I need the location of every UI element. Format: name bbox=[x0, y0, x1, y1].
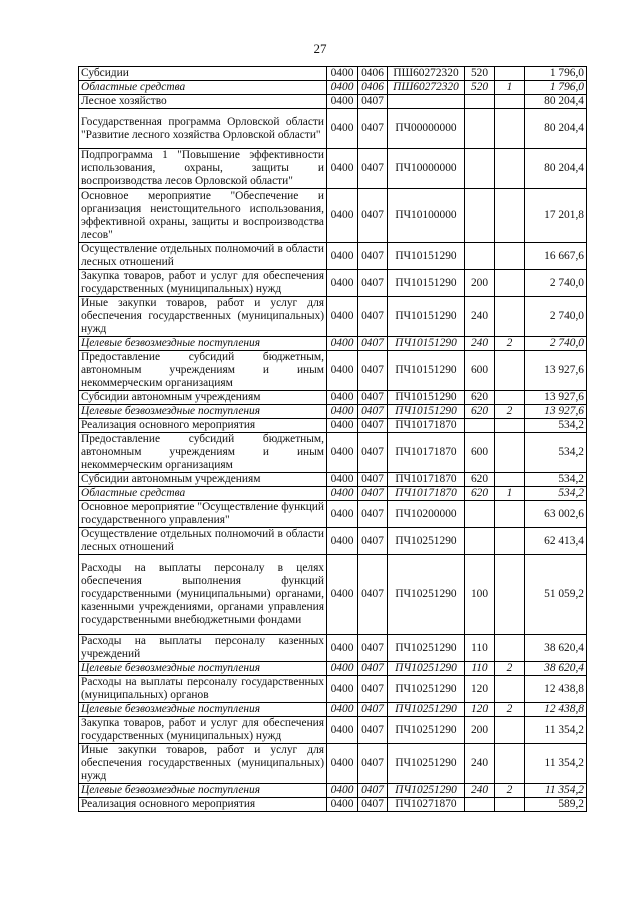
section-code: 0400 bbox=[327, 433, 358, 473]
amount: 16 667,6 bbox=[525, 243, 587, 270]
expense-type-code: 620 bbox=[465, 473, 495, 487]
subsection-code: 0407 bbox=[358, 528, 388, 555]
table-row bbox=[79, 391, 587, 405]
table-row bbox=[79, 487, 587, 501]
subsection-code: 0407 bbox=[358, 391, 388, 405]
page-number: 27 bbox=[313, 41, 327, 56]
expense-type-code: 240 bbox=[465, 297, 495, 337]
table-row bbox=[79, 717, 587, 744]
amount: 11 354,2 bbox=[525, 784, 587, 798]
row-name: Основное мероприятие "Осуществление функций государственного управления" bbox=[79, 501, 327, 528]
amount: 38 620,4 bbox=[525, 635, 587, 662]
funding-source-code bbox=[495, 149, 525, 189]
funding-source-code bbox=[495, 270, 525, 297]
funding-source-code bbox=[495, 717, 525, 744]
expense-type-code bbox=[465, 149, 495, 189]
section-code: 0400 bbox=[327, 784, 358, 798]
subsection-code: 0407 bbox=[358, 501, 388, 528]
expense-type-code: 100 bbox=[465, 555, 495, 635]
funding-source-code bbox=[495, 744, 525, 784]
funding-source-code bbox=[495, 189, 525, 243]
table-row bbox=[79, 433, 587, 473]
table-row bbox=[79, 351, 587, 391]
funding-source-code: 2 bbox=[495, 405, 525, 419]
expense-type-code: 240 bbox=[465, 744, 495, 784]
subsection-code: 0407 bbox=[358, 297, 388, 337]
row-name: Закупка товаров, работ и услуг для обеспечения государственных (муниципальных) нужд bbox=[79, 717, 327, 744]
row-name: Расходы на выплаты персоналу государственных (муниципальных) органов bbox=[79, 676, 327, 703]
section-code: 0400 bbox=[327, 473, 358, 487]
amount: 534,2 bbox=[525, 419, 587, 433]
amount: 11 354,2 bbox=[525, 717, 587, 744]
row-name: Иные закупки товаров, работ и услуг для обеспечения государственных (муниципальных) нужд bbox=[79, 297, 327, 337]
expense-type-code: 200 bbox=[465, 270, 495, 297]
section-code: 0400 bbox=[327, 351, 358, 391]
target-article-code: ПЧ10171870 bbox=[388, 433, 465, 473]
funding-source-code: 1 bbox=[495, 487, 525, 501]
expense-type-code bbox=[465, 419, 495, 433]
subsection-code: 0407 bbox=[358, 243, 388, 270]
section-code: 0400 bbox=[327, 391, 358, 405]
target-article-code: ПШ60272320 bbox=[388, 67, 465, 81]
target-article-code: ПЧ10151290 bbox=[388, 391, 465, 405]
subsection-code: 0407 bbox=[358, 337, 388, 351]
section-code: 0400 bbox=[327, 419, 358, 433]
table-row bbox=[79, 67, 587, 81]
subsection-code: 0407 bbox=[358, 635, 388, 662]
subsection-code: 0406 bbox=[358, 67, 388, 81]
target-article-code: ПЧ00000000 bbox=[388, 109, 465, 149]
amount: 80 204,4 bbox=[525, 109, 587, 149]
row-name: Расходы на выплаты персоналу в целях обеспечения выполнения функций государственными (муниципальными) органами, казенными учреждениями, органами управления государственными внебюджетными фондами bbox=[79, 555, 327, 635]
row-name: Реализация основного мероприятия bbox=[79, 798, 327, 812]
funding-source-code bbox=[495, 676, 525, 703]
table-row bbox=[79, 798, 587, 812]
section-code: 0400 bbox=[327, 744, 358, 784]
target-article-code: ПЧ10151290 bbox=[388, 270, 465, 297]
table-row bbox=[79, 419, 587, 433]
target-article-code: ПЧ10151290 bbox=[388, 405, 465, 419]
subsection-code: 0407 bbox=[358, 149, 388, 189]
funding-source-code bbox=[495, 433, 525, 473]
section-code: 0400 bbox=[327, 270, 358, 297]
target-article-code: ПЧ10200000 bbox=[388, 501, 465, 528]
section-code: 0400 bbox=[327, 109, 358, 149]
amount: 534,2 bbox=[525, 433, 587, 473]
amount: 62 413,4 bbox=[525, 528, 587, 555]
expense-type-code: 110 bbox=[465, 635, 495, 662]
subsection-code: 0407 bbox=[358, 676, 388, 703]
section-code: 0400 bbox=[327, 555, 358, 635]
row-name: Реализация основного мероприятия bbox=[79, 419, 327, 433]
section-code: 0400 bbox=[327, 149, 358, 189]
expense-type-code: 620 bbox=[465, 405, 495, 419]
amount: 11 354,2 bbox=[525, 744, 587, 784]
row-name: Государственная программа Орловской области "Развитие лесного хозяйства Орловской области" bbox=[79, 109, 327, 149]
section-code: 0400 bbox=[327, 717, 358, 744]
row-name: Осуществление отдельных полномочий в области лесных отношений bbox=[79, 243, 327, 270]
row-name: Подпрограмма 1 "Повышение эффективности использования, охраны, защиты и воспроизводства лесов Орловской области" bbox=[79, 149, 327, 189]
funding-source-code bbox=[495, 473, 525, 487]
target-article-code: ПЧ10251290 bbox=[388, 717, 465, 744]
row-name: Лесное хозяйство bbox=[79, 95, 327, 109]
expense-type-code bbox=[465, 189, 495, 243]
table-row bbox=[79, 662, 587, 676]
table-row bbox=[79, 109, 587, 149]
row-name: Целевые безвозмездные поступления bbox=[79, 662, 327, 676]
row-name: Предоставление субсидий бюджетным, автономным учреждениям и иным некоммерческим организациям bbox=[79, 351, 327, 391]
section-code: 0400 bbox=[327, 676, 358, 703]
table-row bbox=[79, 784, 587, 798]
table-row bbox=[79, 528, 587, 555]
row-name: Субсидии автономным учреждениям bbox=[79, 473, 327, 487]
section-code: 0400 bbox=[327, 243, 358, 270]
table-row bbox=[79, 297, 587, 337]
section-code: 0400 bbox=[327, 189, 358, 243]
table-row bbox=[79, 676, 587, 703]
expense-type-code bbox=[465, 501, 495, 528]
amount: 51 059,2 bbox=[525, 555, 587, 635]
subsection-code: 0407 bbox=[358, 95, 388, 109]
expense-type-code: 520 bbox=[465, 67, 495, 81]
row-name: Основное мероприятие "Обеспечение и организация неистощительного использования, эффективной охраны, защиты и воспроизводства лесов" bbox=[79, 189, 327, 243]
funding-source-code: 2 bbox=[495, 662, 525, 676]
amount: 1 796,0 bbox=[525, 67, 587, 81]
row-name: Целевые безвозмездные поступления bbox=[79, 337, 327, 351]
expense-type-code: 120 bbox=[465, 703, 495, 717]
table-row bbox=[79, 95, 587, 109]
subsection-code: 0407 bbox=[358, 555, 388, 635]
subsection-code: 0407 bbox=[358, 744, 388, 784]
table-row bbox=[79, 703, 587, 717]
amount: 12 438,8 bbox=[525, 703, 587, 717]
amount: 2 740,0 bbox=[525, 337, 587, 351]
subsection-code: 0407 bbox=[358, 189, 388, 243]
table-row bbox=[79, 473, 587, 487]
expense-type-code bbox=[465, 798, 495, 812]
section-code: 0400 bbox=[327, 798, 358, 812]
expense-type-code: 600 bbox=[465, 351, 495, 391]
target-article-code: ПЧ10251290 bbox=[388, 555, 465, 635]
target-article-code: ПЧ10251290 bbox=[388, 662, 465, 676]
table-row bbox=[79, 337, 587, 351]
subsection-code: 0407 bbox=[358, 784, 388, 798]
funding-source-code: 1 bbox=[495, 81, 525, 95]
section-code: 0400 bbox=[327, 405, 358, 419]
funding-source-code bbox=[495, 67, 525, 81]
table-row bbox=[79, 405, 587, 419]
target-article-code: ПЧ10171870 bbox=[388, 487, 465, 501]
row-name: Субсидии автономным учреждениям bbox=[79, 391, 327, 405]
amount: 2 740,0 bbox=[525, 270, 587, 297]
target-article-code: ПЧ10251290 bbox=[388, 703, 465, 717]
target-article-code: ПЧ10251290 bbox=[388, 744, 465, 784]
section-code: 0400 bbox=[327, 635, 358, 662]
subsection-code: 0407 bbox=[358, 270, 388, 297]
amount: 80 204,4 bbox=[525, 149, 587, 189]
funding-source-code bbox=[495, 528, 525, 555]
target-article-code: ПЧ10251290 bbox=[388, 635, 465, 662]
table-row bbox=[79, 501, 587, 528]
amount: 12 438,8 bbox=[525, 676, 587, 703]
row-name: Предоставление субсидий бюджетным, автономным учреждениям и иным некоммерческим организациям bbox=[79, 433, 327, 473]
target-article-code: ПЧ10251290 bbox=[388, 676, 465, 703]
amount: 63 002,6 bbox=[525, 501, 587, 528]
amount: 13 927,6 bbox=[525, 391, 587, 405]
amount: 534,2 bbox=[525, 487, 587, 501]
funding-source-code bbox=[495, 95, 525, 109]
amount: 534,2 bbox=[525, 473, 587, 487]
subsection-code: 0406 bbox=[358, 81, 388, 95]
amount: 1 796,0 bbox=[525, 81, 587, 95]
funding-source-code bbox=[495, 351, 525, 391]
section-code: 0400 bbox=[327, 337, 358, 351]
section-code: 0400 bbox=[327, 662, 358, 676]
row-name: Целевые безвозмездные поступления bbox=[79, 703, 327, 717]
expense-type-code: 120 bbox=[465, 676, 495, 703]
target-article-code: ПЧ10151290 bbox=[388, 297, 465, 337]
subsection-code: 0407 bbox=[358, 662, 388, 676]
budget-table bbox=[78, 66, 587, 812]
funding-source-code bbox=[495, 419, 525, 433]
section-code: 0400 bbox=[327, 297, 358, 337]
row-name: Расходы на выплаты персоналу казенных учреждений bbox=[79, 635, 327, 662]
target-article-code: ПЧ10151290 bbox=[388, 351, 465, 391]
funding-source-code bbox=[495, 635, 525, 662]
funding-source-code bbox=[495, 501, 525, 528]
amount: 17 201,8 bbox=[525, 189, 587, 243]
subsection-code: 0407 bbox=[358, 109, 388, 149]
funding-source-code: 2 bbox=[495, 784, 525, 798]
target-article-code: ПЧ10171870 bbox=[388, 473, 465, 487]
row-name: Целевые безвозмездные поступления bbox=[79, 405, 327, 419]
expense-type-code bbox=[465, 109, 495, 149]
row-name: Целевые безвозмездные поступления bbox=[79, 784, 327, 798]
row-name: Иные закупки товаров, работ и услуг для обеспечения государственных (муниципальных) нужд bbox=[79, 744, 327, 784]
expense-type-code: 600 bbox=[465, 433, 495, 473]
target-article-code: ПЧ10251290 bbox=[388, 528, 465, 555]
expense-type-code: 200 bbox=[465, 717, 495, 744]
funding-source-code bbox=[495, 297, 525, 337]
table-row bbox=[79, 270, 587, 297]
amount: 38 620,4 bbox=[525, 662, 587, 676]
subsection-code: 0407 bbox=[358, 798, 388, 812]
section-code: 0400 bbox=[327, 703, 358, 717]
amount: 80 204,4 bbox=[525, 95, 587, 109]
amount: 589,2 bbox=[525, 798, 587, 812]
row-name: Закупка товаров, работ и услуг для обеспечения государственных (муниципальных) нужд bbox=[79, 270, 327, 297]
subsection-code: 0407 bbox=[358, 351, 388, 391]
row-name: Областные средства bbox=[79, 487, 327, 501]
target-article-code: ПЧ10000000 bbox=[388, 149, 465, 189]
section-code: 0400 bbox=[327, 487, 358, 501]
table-row bbox=[79, 635, 587, 662]
expense-type-code: 110 bbox=[465, 662, 495, 676]
funding-source-code bbox=[495, 798, 525, 812]
expense-type-code bbox=[465, 243, 495, 270]
target-article-code bbox=[388, 95, 465, 109]
amount: 2 740,0 bbox=[525, 297, 587, 337]
funding-source-code: 2 bbox=[495, 337, 525, 351]
table-row bbox=[79, 243, 587, 270]
expense-type-code bbox=[465, 528, 495, 555]
target-article-code: ПЧ10151290 bbox=[388, 243, 465, 270]
table-row bbox=[79, 81, 587, 95]
section-code: 0400 bbox=[327, 528, 358, 555]
expense-type-code bbox=[465, 95, 495, 109]
funding-source-code bbox=[495, 243, 525, 270]
subsection-code: 0407 bbox=[358, 717, 388, 744]
amount: 13 927,6 bbox=[525, 405, 587, 419]
funding-source-code bbox=[495, 555, 525, 635]
subsection-code: 0407 bbox=[358, 419, 388, 433]
expense-type-code: 240 bbox=[465, 784, 495, 798]
section-code: 0400 bbox=[327, 95, 358, 109]
subsection-code: 0407 bbox=[358, 433, 388, 473]
funding-source-code bbox=[495, 109, 525, 149]
table-row bbox=[79, 189, 587, 243]
target-article-code: ПЧ10271870 bbox=[388, 798, 465, 812]
target-article-code: ПЧ10251290 bbox=[388, 784, 465, 798]
target-article-code: ПЧ10151290 bbox=[388, 337, 465, 351]
table-row bbox=[79, 744, 587, 784]
funding-source-code: 2 bbox=[495, 703, 525, 717]
expense-type-code: 620 bbox=[465, 487, 495, 501]
table-row bbox=[79, 555, 587, 635]
expense-type-code: 520 bbox=[465, 81, 495, 95]
row-name: Субсидии bbox=[79, 67, 327, 81]
funding-source-code bbox=[495, 391, 525, 405]
table-row bbox=[79, 149, 587, 189]
expense-type-code: 620 bbox=[465, 391, 495, 405]
section-code: 0400 bbox=[327, 67, 358, 81]
section-code: 0400 bbox=[327, 501, 358, 528]
subsection-code: 0407 bbox=[358, 405, 388, 419]
section-code: 0400 bbox=[327, 81, 358, 95]
amount: 13 927,6 bbox=[525, 351, 587, 391]
subsection-code: 0407 bbox=[358, 703, 388, 717]
row-name: Осуществление отдельных полномочий в области лесных отношений bbox=[79, 528, 327, 555]
subsection-code: 0407 bbox=[358, 487, 388, 501]
target-article-code: ПШ60272320 bbox=[388, 81, 465, 95]
expense-type-code: 240 bbox=[465, 337, 495, 351]
target-article-code: ПЧ10171870 bbox=[388, 419, 465, 433]
row-name: Областные средства bbox=[79, 81, 327, 95]
target-article-code: ПЧ10100000 bbox=[388, 189, 465, 243]
subsection-code: 0407 bbox=[358, 473, 388, 487]
